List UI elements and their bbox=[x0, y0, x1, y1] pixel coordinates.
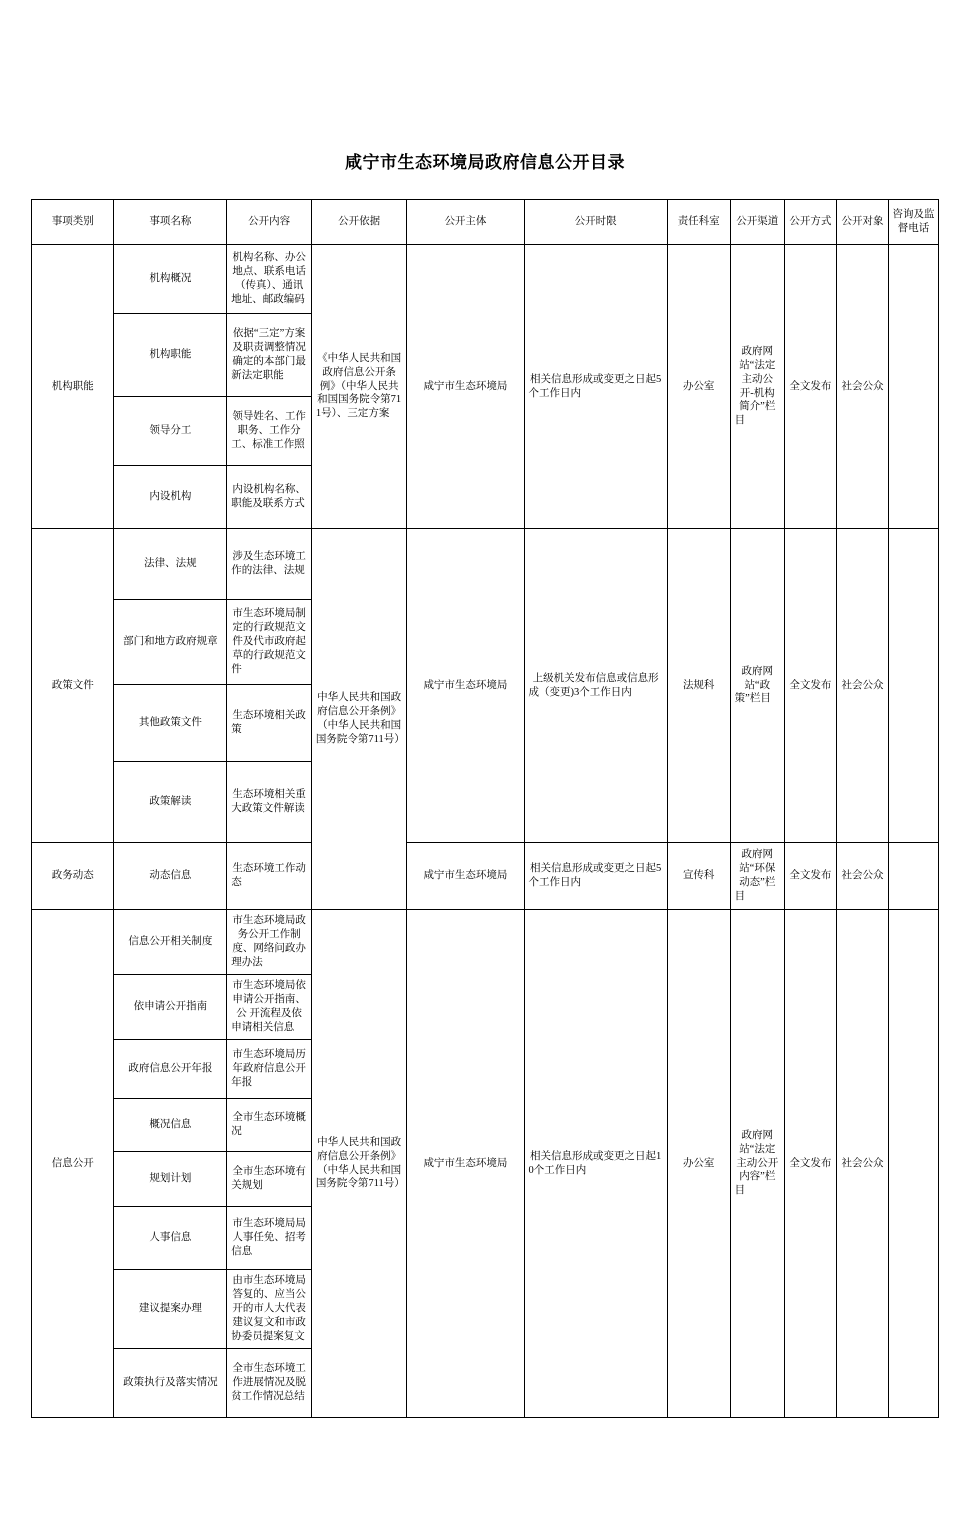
cell-channel: 政府网站“环保动态”栏目 bbox=[730, 843, 784, 910]
table-row bbox=[32, 910, 939, 975]
cell-item-name: 其他政策文件 bbox=[114, 685, 227, 762]
cell-item-name: 建议提案办理 bbox=[114, 1270, 227, 1349]
table-row bbox=[32, 843, 939, 910]
catalog-table-container bbox=[31, 173, 939, 1418]
cell-channel: 政府网站“政策”栏目 bbox=[730, 529, 784, 843]
cell-phone bbox=[889, 910, 939, 1418]
column-header-phone: 咨询及监督电话 bbox=[889, 200, 939, 245]
cell-content: 全市生态环境工作进展情况及脱贫工作情况总结 bbox=[227, 1349, 312, 1418]
column-header-content: 公开内容 bbox=[227, 200, 312, 245]
cell-content: 依据“三定”方案及职责调整情况确定的本部门最新法定职能 bbox=[227, 314, 312, 397]
cell-audience: 社会公众 bbox=[836, 843, 888, 910]
column-header-method: 公开方式 bbox=[784, 200, 836, 245]
cell-method: 全文发布 bbox=[784, 529, 836, 843]
cell-item-name: 领导分工 bbox=[114, 397, 227, 466]
cell-method: 全文发布 bbox=[784, 843, 836, 910]
cell-content: 全市生态环境有关规划 bbox=[227, 1152, 312, 1207]
cell-content: 由市生态环境局答复的、应当公开的市人大代表建议复文和市政协委员提案复文 bbox=[227, 1270, 312, 1349]
cell-basis: 中华人民共和国政府信息公开条例》（中华人民共和国国务院令第711号） bbox=[311, 910, 406, 1418]
cell-basis: 《中华人民共和国政府信息公开条例》（中华人民共和国国务院令第711号）、三定方案 bbox=[311, 245, 406, 529]
cell-department: 办公室 bbox=[667, 910, 730, 1418]
cell-item-name: 内设机构 bbox=[114, 466, 227, 529]
cell-deadline: 相关信息形成或变更之日起5个工作日内 bbox=[524, 843, 667, 910]
cell-item-name: 政策执行及落实情况 bbox=[114, 1349, 227, 1418]
information-disclosure-catalog-table bbox=[31, 199, 939, 1418]
cell-item-name: 信息公开相关制度 bbox=[114, 910, 227, 975]
cell-content: 市生态环境局制定的行政规范文件及代市政府起草的行政规范文件 bbox=[227, 600, 312, 685]
cell-category: 机构职能 bbox=[32, 245, 114, 529]
cell-item-name: 规划计划 bbox=[114, 1152, 227, 1207]
cell-subject: 咸宁市生态环境局 bbox=[407, 245, 524, 529]
cell-category: 信息公开 bbox=[32, 910, 114, 1418]
column-header-item-name: 事项名称 bbox=[114, 200, 227, 245]
cell-channel: 政府网站“法定主动公开内容”栏目 bbox=[730, 910, 784, 1418]
cell-channel: 政府网站“法定主动公开-机构简介”栏目 bbox=[730, 245, 784, 529]
cell-item-name: 动态信息 bbox=[114, 843, 227, 910]
cell-item-name: 政府信息公开年报 bbox=[114, 1040, 227, 1099]
cell-content: 市生态环境局依申请公开指南、公 开流程及依申请相关信息 bbox=[227, 975, 312, 1040]
cell-method: 全文发布 bbox=[784, 910, 836, 1418]
cell-content: 市生态环境局政务公开工作制度、网络问政办理办法 bbox=[227, 910, 312, 975]
cell-content: 生态环境相关重大政策文件解读 bbox=[227, 762, 312, 843]
cell-content: 生态环境相关政策 bbox=[227, 685, 312, 762]
cell-item-name: 部门和地方政府规章 bbox=[114, 600, 227, 685]
cell-department: 办公室 bbox=[667, 245, 730, 529]
column-header-department: 责任科室 bbox=[667, 200, 730, 245]
cell-content: 机构名称、办公地点、联系电话（传真）、通讯地址、邮政编码 bbox=[227, 245, 312, 314]
cell-content: 市生态环境局历年政府信息公开年报 bbox=[227, 1040, 312, 1099]
column-header-subject: 公开主体 bbox=[407, 200, 524, 245]
column-header-channel: 公开渠道 bbox=[730, 200, 784, 245]
cell-category: 政务动态 bbox=[32, 843, 114, 910]
cell-phone bbox=[889, 245, 939, 529]
cell-item-name: 政策解读 bbox=[114, 762, 227, 843]
cell-subject: 咸宁市生态环境局 bbox=[407, 529, 524, 843]
cell-content: 涉及生态环境工作的法律、法规 bbox=[227, 529, 312, 600]
cell-item-name: 概况信息 bbox=[114, 1099, 227, 1152]
cell-item-name: 机构职能 bbox=[114, 314, 227, 397]
cell-subject: 咸宁市生态环境局 bbox=[407, 843, 524, 910]
cell-phone bbox=[889, 843, 939, 910]
table-row bbox=[32, 529, 939, 600]
column-header-basis: 公开依据 bbox=[311, 200, 406, 245]
column-header-audience: 公开对象 bbox=[836, 200, 888, 245]
column-header-category: 事项类别 bbox=[32, 200, 114, 245]
cell-department: 法规科 bbox=[667, 529, 730, 843]
cell-content: 全市生态环境概况 bbox=[227, 1099, 312, 1152]
cell-deadline: 相关信息形成或变更之日起10个工作日内 bbox=[524, 910, 667, 1418]
cell-basis: 中华人民共和国政府信息公开条例》（中华人民共和国国务院令第711号） bbox=[311, 529, 406, 910]
cell-phone bbox=[889, 529, 939, 843]
cell-audience: 社会公众 bbox=[836, 245, 888, 529]
cell-audience: 社会公众 bbox=[836, 910, 888, 1418]
cell-item-name: 依申请公开指南 bbox=[114, 975, 227, 1040]
cell-category: 政策文件 bbox=[32, 529, 114, 843]
cell-audience: 社会公众 bbox=[836, 529, 888, 843]
cell-item-name: 机构概况 bbox=[114, 245, 227, 314]
page-title: 咸宁市生态环境局政府信息公开目录 bbox=[345, 153, 625, 172]
cell-item-name: 人事信息 bbox=[114, 1207, 227, 1270]
cell-deadline: 相关信息形成或变更之日起5个工作日内 bbox=[524, 245, 667, 529]
cell-subject: 咸宁市生态环境局 bbox=[407, 910, 524, 1418]
cell-method: 全文发布 bbox=[784, 245, 836, 529]
cell-item-name: 法律、法规 bbox=[114, 529, 227, 600]
cell-content: 内设机构名称、职能及联系方式 bbox=[227, 466, 312, 529]
column-header-deadline: 公开时限 bbox=[524, 200, 667, 245]
cell-content: 生态环境工作动态 bbox=[227, 843, 312, 910]
cell-department: 宣传科 bbox=[667, 843, 730, 910]
cell-content: 领导姓名、工作职务、工作分工、标准工作照 bbox=[227, 397, 312, 466]
cell-content: 市生态环境局局人事任免、招考信息 bbox=[227, 1207, 312, 1270]
table-header-row bbox=[32, 200, 939, 245]
table-row bbox=[32, 245, 939, 314]
cell-deadline: 上级机关发布信息或信息形成（变更)3个工作日内 bbox=[524, 529, 667, 843]
